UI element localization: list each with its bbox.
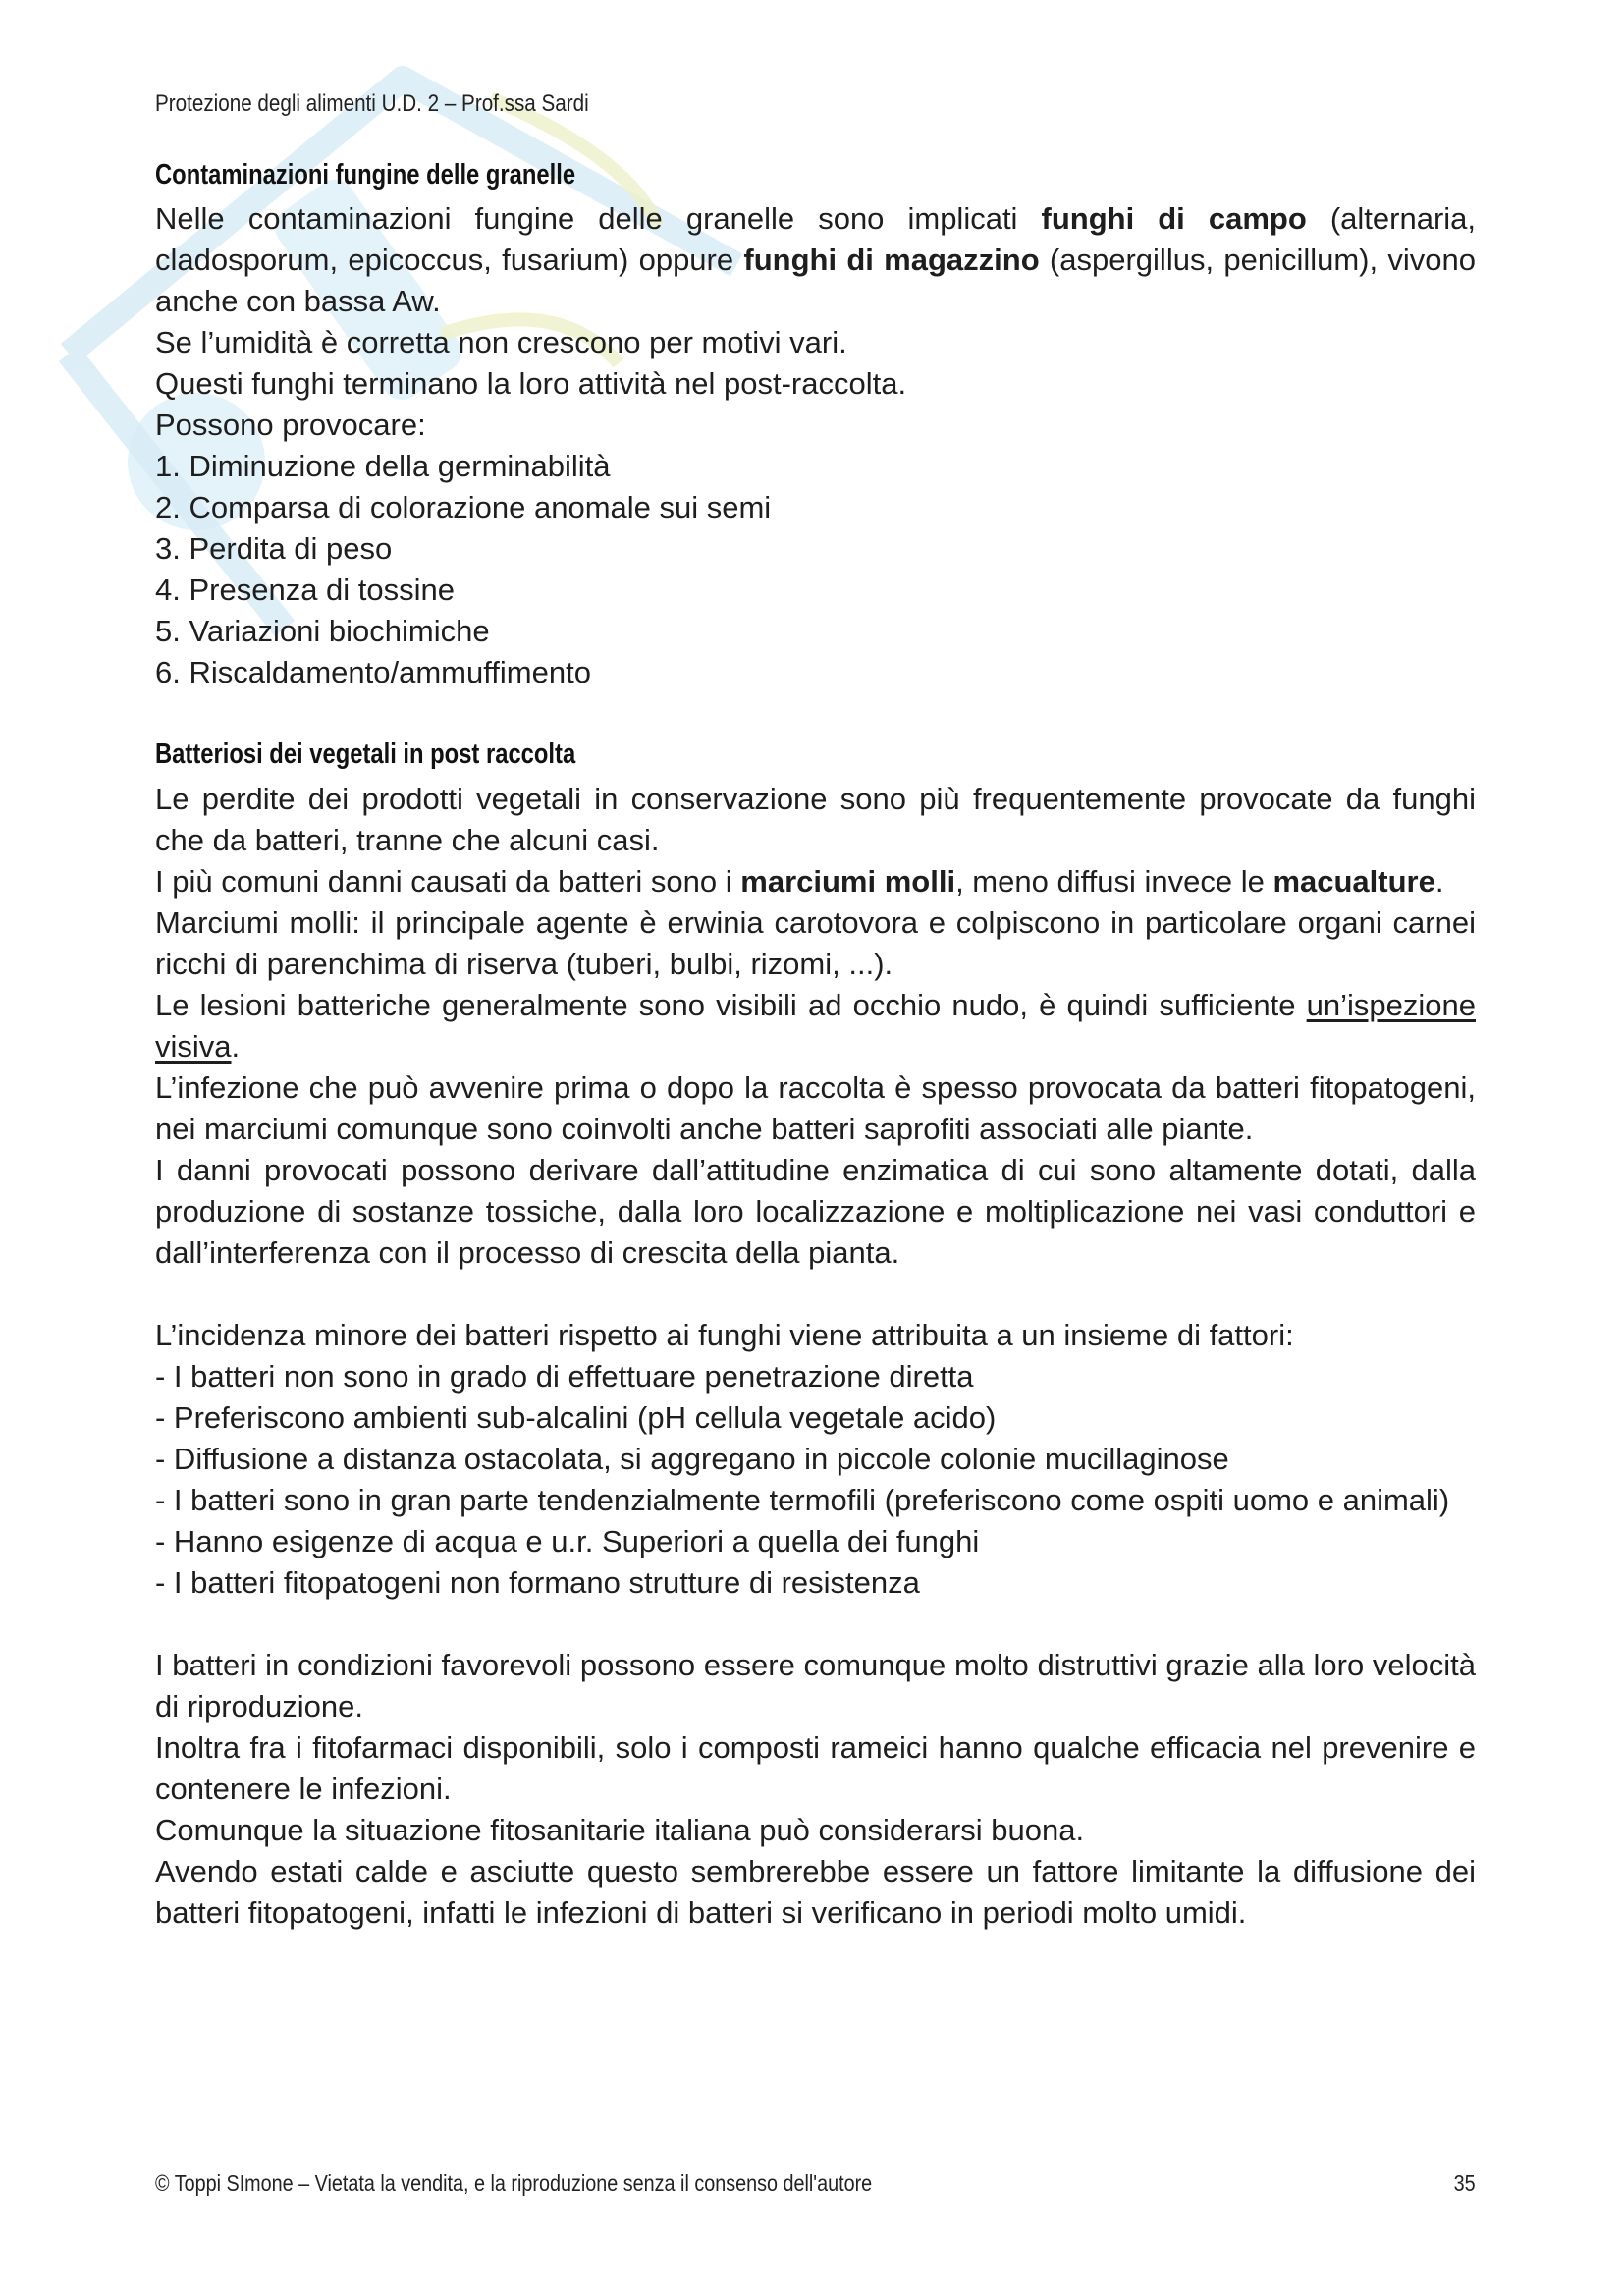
section-title-contaminazioni: Contaminazioni fungine delle granelle xyxy=(155,159,576,191)
paragraph: I batteri in condizioni favorevoli possono essere comunque molto distruttivi grazie alla loro velocità di riproduzione. xyxy=(155,1648,1476,1723)
list-item: - Hanno esigenze di acqua e u.r. Superiori a quella dei funghi xyxy=(155,1524,980,1558)
section-title-batteriosi: Batteriosi dei vegetali in post raccolta xyxy=(155,738,576,770)
list-item: - Preferiscono ambienti sub-alcalini (pH cellula vegetale acido) xyxy=(155,1400,997,1435)
bold-term: marciumi molli xyxy=(740,864,956,899)
text-run: Nelle contaminazioni fungine delle granelle sono implicati xyxy=(155,201,1042,236)
section2-body xyxy=(155,779,1476,1934)
list-item: - I batteri fitopatogeni non formano strutture di resistenza xyxy=(155,1565,920,1600)
list-item: - Diffusione a distanza ostacolata, si aggregano in piccole colonie mucillaginose xyxy=(155,1442,1229,1476)
paragraph: Comunque la situazione fitosanitarie italiana può considerarsi buona. xyxy=(155,1813,1085,1847)
text-run: I più comuni danni causati da batteri sono i xyxy=(155,864,741,899)
section1-body xyxy=(155,198,1476,693)
blank-line xyxy=(155,1274,1476,1315)
paragraph: Se l’umidità è corretta non crescono per motivi vari. xyxy=(155,325,847,359)
underlined-term: un’ispezione visiva xyxy=(155,988,1476,1064)
paragraph: Avendo estati calde e asciutte questo sembrerebbe essere un fattore limitante la diffusione dei batteri fitopatogeni, infatti le infezioni di batteri si verificano in periodi molto umidi. xyxy=(155,1854,1476,1930)
page-number: 35 xyxy=(1453,2170,1476,2196)
list-item: 4. Presenza di tossine xyxy=(155,573,456,607)
paragraph: Marciumi molli: il principale agente è erwinia carotovora e colpiscono in particolare organi carnei ricchi di parenchima di riserva (tuberi, bulbi, rizomi, ...). xyxy=(155,905,1476,981)
bold-term: macualture xyxy=(1272,864,1435,899)
paragraph: L’incidenza minore dei batteri rispetto ai funghi viene attribuita a un insieme di fattori: xyxy=(155,1318,1294,1352)
text-run: , meno diffusi invece le xyxy=(955,864,1273,899)
list-item: 1. Diminuzione della germinabilità xyxy=(155,449,611,483)
paragraph: I danni provocati possono derivare dall’attitudine enzimatica di cui sono altamente dotati, dalla produzione di sostanze tossiche, dalla loro localizzazione e moltiplicazione nei vasi conduttori e dall’interferenza con il processo di crescita della pianta. xyxy=(155,1153,1476,1270)
blank-line xyxy=(155,1604,1476,1645)
list-item: 6. Riscaldamento/ammuffimento xyxy=(155,655,591,689)
text-run: (aspergillus, penicillum), vivono anche con bassa Aw. xyxy=(155,243,1476,318)
paragraph xyxy=(155,861,1476,902)
paragraph: Inoltra fra i fitofarmaci disponibili, solo i composti rameici hanno qualche efficacia nel prevenire e contenere le infezioni. xyxy=(155,1730,1476,1806)
list-item: 2. Comparsa di colorazione anomale sui semi xyxy=(155,490,772,524)
list-item: 5. Variazioni biochimiche xyxy=(155,614,490,648)
paragraph: Possono provocare: xyxy=(155,408,426,442)
factors-list xyxy=(155,1356,1476,1604)
list-item: 3. Perdita di peso xyxy=(155,531,393,566)
bold-term: funghi di magazzino xyxy=(743,243,1040,277)
text-run: (alternaria, cladosporum, epicoccus, fusarium) oppure xyxy=(155,201,1477,277)
page-header: Protezione degli alimenti U.D. 2 – Prof.ssa Sardi xyxy=(155,90,589,117)
effects-list xyxy=(155,446,1476,693)
paragraph xyxy=(155,985,1476,1067)
text-run: . xyxy=(231,1029,241,1064)
paragraph: L’infezione che può avvenire prima o dopo la raccolta è spesso provocata da batteri fitopatogeni, nei marciumi comunque sono coinvolti anche batteri saprofiti associati alle piante. xyxy=(155,1070,1476,1146)
page-footer: © Toppi SImone – Vietata la vendita, e la riproduzione senza il consenso dell'autore xyxy=(155,2170,873,2196)
list-item: - I batteri non sono in grado di effettuare penetrazione diretta xyxy=(155,1359,974,1394)
section1-intro xyxy=(155,198,1476,322)
paragraph: Questi funghi terminano la loro attività nel post-raccolta. xyxy=(155,366,907,401)
text-run: Le lesioni batteriche generalmente sono visibili ad occhio nudo, è quindi sufficiente xyxy=(155,988,1307,1022)
text-run: . xyxy=(1434,864,1444,899)
bold-term: funghi di campo xyxy=(1041,201,1307,236)
paragraph: Le perdite dei prodotti vegetali in conservazione sono più frequentemente provocate da funghi che da batteri, tranne che alcuni casi. xyxy=(155,782,1476,857)
list-item: - I batteri sono in gran parte tendenzialmente termofili (preferiscono come ospiti uomo e animali) xyxy=(155,1483,1450,1517)
